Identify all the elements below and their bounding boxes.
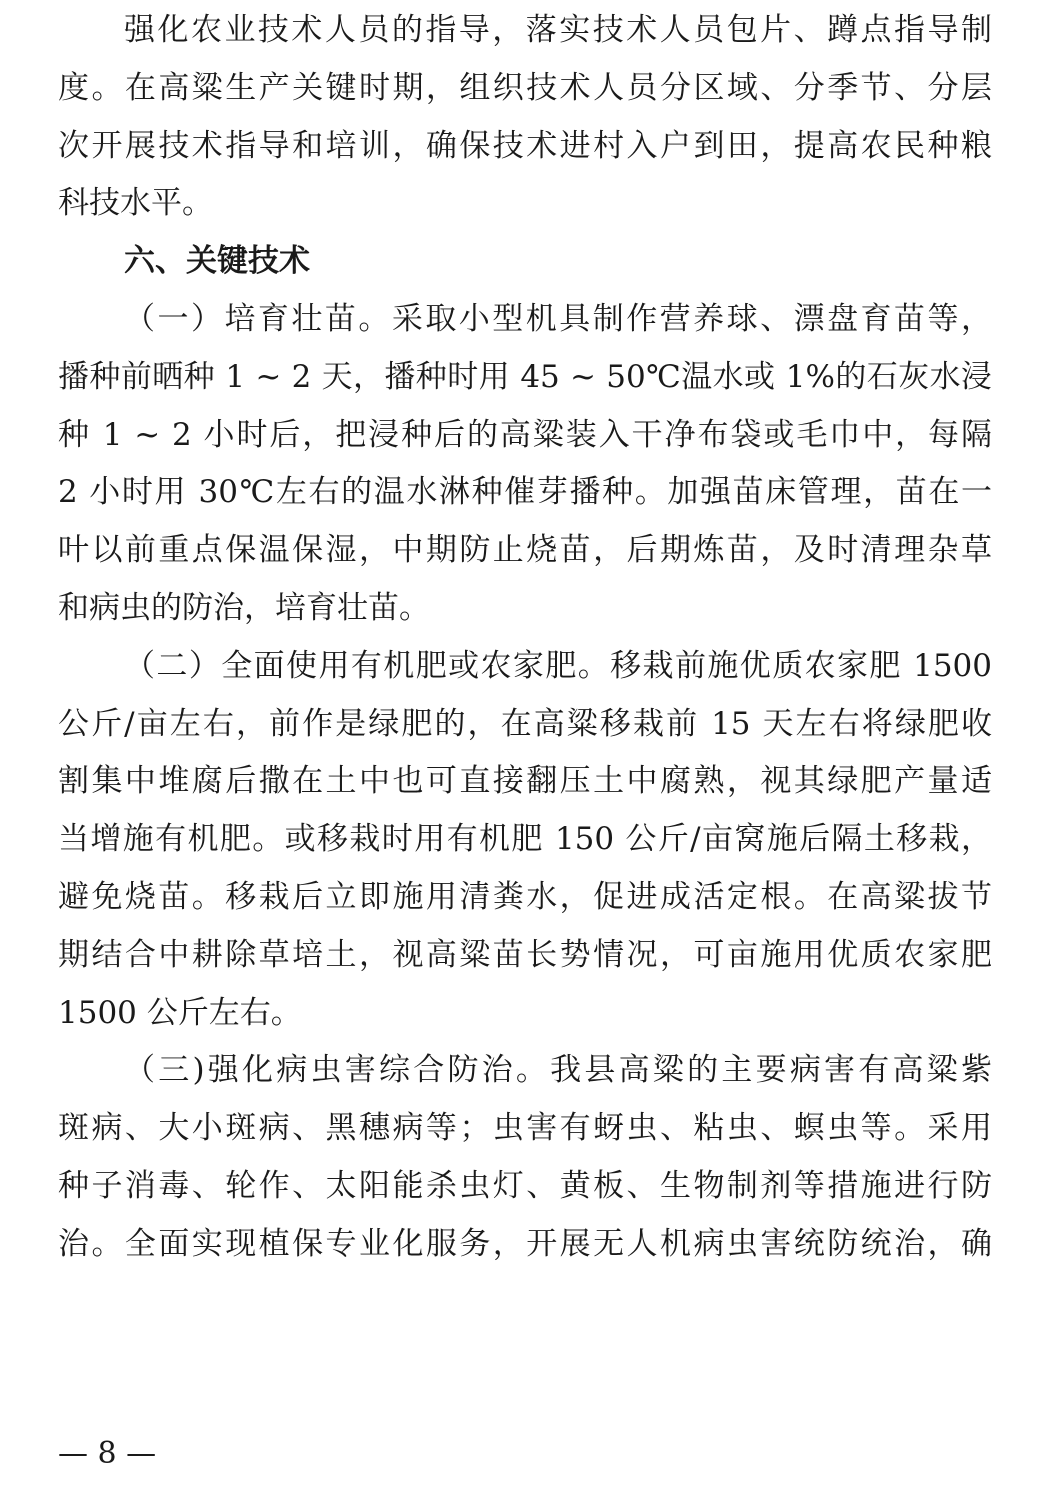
document-body <box>58 2 992 1274</box>
paragraph-line: 次开展技术指导和培训，确保技术进村入户到田，提高农民种粮 <box>58 127 992 164</box>
section-heading: 六、关键技术 <box>124 243 310 280</box>
paragraph-line: 叶以前重点保温保湿，中期防止烧苗，后期炼苗，及时清理杂草 <box>58 532 992 569</box>
paragraph-line: 割集中堆腐后撒在土中也可直接翻压土中腐熟，视其绿肥产量适 <box>58 763 992 800</box>
paragraph-line: 度。在高粱生产关键时期，组织技术人员分区域、分季节、分层 <box>58 69 992 106</box>
paragraph-line: 播种前晒种 1 ~ 2 天，播种时用 45 ~ 50℃温水或 1%的石灰水浸 <box>58 358 992 395</box>
paragraph-line: 种子消毒、轮作、太阳能杀虫灯、黄板、生物制剂等措施进行防 <box>58 1167 992 1204</box>
document-page <box>58 0 992 1498</box>
paragraph-line: 和病虫的防治，培育壮苗。 <box>58 589 430 626</box>
paragraph-line: 强化农业技术人员的指导，落实技术人员包片、蹲点指导制 <box>124 12 992 48</box>
paragraph-line: 1500 公斤左右。 <box>58 994 302 1031</box>
paragraph-line: 期结合中耕除草培土，视高粱苗长势情况，可亩施用优质农家肥 <box>58 936 992 973</box>
paragraph-line: 斑病、大小斑病、黑穗病等；虫害有蚜虫、粘虫、螟虫等。采用 <box>58 1110 992 1147</box>
paragraph-line: （二）全面使用有机肥或农家肥。移栽前施优质农家肥 1500 <box>124 647 992 684</box>
page-number: — 8 — <box>58 1436 157 1471</box>
paragraph-line: 公斤/亩左右，前作是绿肥的，在高粱移栽前 15 天左右将绿肥收 <box>58 705 992 742</box>
paragraph-line: 治。全面实现植保专业化服务，开展无人机病虫害统防统治，确 <box>58 1225 992 1262</box>
paragraph-line: （三)强化病虫害综合防治。我县高粱的主要病害有高粱紫 <box>124 1052 992 1089</box>
paragraph-line: 科技水平。 <box>58 185 213 222</box>
paragraph-line: 避免烧苗。移栽后立即施用清粪水，促进成活定根。在高粱拔节 <box>58 878 992 915</box>
paragraph-line: 当增施有机肥。或移栽时用有机肥 150 公斤/亩窝施后隔土移栽， <box>58 821 992 858</box>
paragraph-line: 种 1 ~ 2 小时后，把浸种后的高粱装入干净布袋或毛巾中，每隔 <box>58 416 992 453</box>
paragraph-line: 2 小时用 30℃左右的温水淋种催芽播种。加强苗床管理，苗在一 <box>58 474 992 511</box>
paragraph-line: （一）培育壮苗。采取小型机具制作营养球、漂盘育苗等， <box>124 300 992 337</box>
